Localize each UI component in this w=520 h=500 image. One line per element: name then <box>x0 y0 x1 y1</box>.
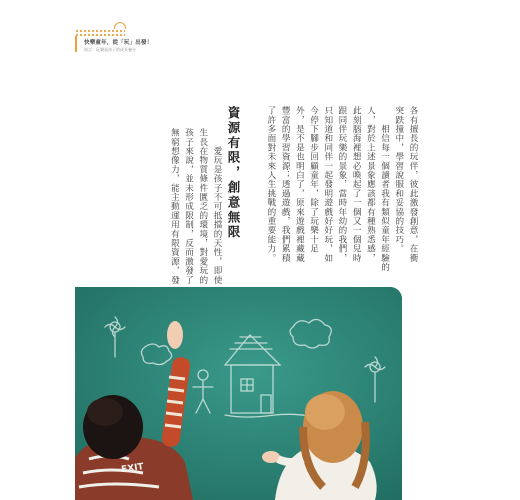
running-header-title: 快樂童年，從「玩」出發！ <box>84 40 153 46</box>
sun-icon <box>114 22 126 29</box>
running-header-subtitle: 前言：玩樂是孩子的成長養分 <box>84 47 136 52</box>
header-decoration <box>75 29 125 37</box>
shirt-text: EXIT <box>120 462 145 476</box>
body-paragraph-1: 各有擅長的玩伴，彼此激發創意，在衝 突跌撞中，學習說服和妥協的技巧。 相信每一個讀者我有類似童年經驗的 人，對於上述景象應該都有種熟悉感， 此刻腦海裡想必喚起了一個又一個兒時 跟同伴玩樂的景象，當時年幼的我們， 只知道和同伴一起發明遊戲好好玩，如 今停下腳步回顧童年，除了玩樂十足 外，是不是也明白了，原來遊戲裡藏藏 豐富的學習資源；透過遊戲，我們累積 了許多面對未來人生挑戰的重要能力。 <box>265 106 418 272</box>
body-paragraph-2: 愛玩是孩子不可抵擋的天性，即使 生長在物質條件匱乏的環境，對愛玩的 孩子來說，並未形成限制，反而激發了 無窮想像力，能主動運用有限資源，發 <box>169 128 222 285</box>
section-heading: 資源有限，創意無限 <box>226 106 241 241</box>
header-accent-bar <box>75 36 77 52</box>
chalkboard-photo <box>75 287 402 500</box>
